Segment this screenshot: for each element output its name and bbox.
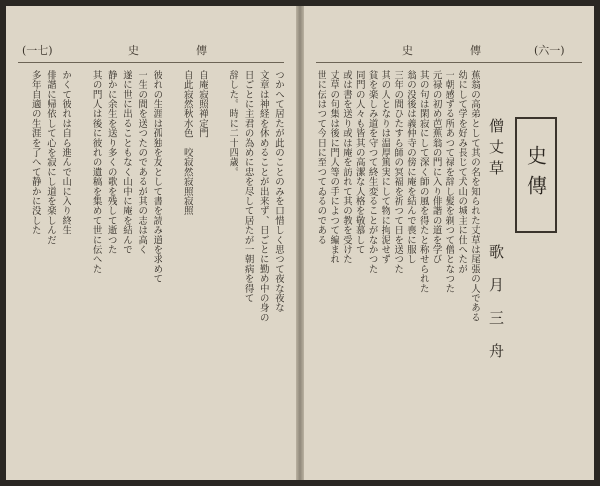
right-column: 其の句は閑寂にして深く師の風を得たと称せられた	[417, 70, 429, 294]
book-gutter	[296, 6, 304, 480]
open-book	[6, 6, 594, 480]
left-column: 日ごとに主君の為めに忠を尽して居たが一朝病を得て	[242, 70, 254, 303]
right-column: 一朝感ずる所あつて禄を辞し髪を剃つて僧となつた	[443, 70, 455, 294]
right-column: 三年の間ひたすら師の冥福を祈つて日を送つた	[392, 70, 404, 274]
right-column: 世に伝はつて今日に至つてゐるのである	[315, 70, 327, 245]
right-column: 蕉翁の高弟として其の名を知られた丈草は尾張の人である	[469, 70, 480, 323]
title-box	[515, 117, 557, 233]
right-column: 翁の没後は義仲寺の傍に庵を結んで喪に服し	[405, 70, 416, 264]
right-header-rule	[316, 62, 582, 63]
left-column: 自庵寂照禅定門	[197, 70, 208, 138]
right-column: 貧を楽しみ道を守つて終生変ることがなかつた	[366, 70, 378, 274]
left-running-head-2: 傳	[196, 44, 207, 57]
right-column: 元禄の初め芭蕉翁の門に入り俳諧の道を学び	[430, 70, 442, 264]
left-column: つかへて居たが此のことのみを口惜しく思つて夜な夜な	[273, 70, 284, 313]
left-column: 遂に世に出ることもなく山中に庵を結んで	[121, 70, 132, 255]
right-running-head-2: 傳	[470, 44, 481, 57]
left-column: 其の門人は後に彼れの遺稿を集めて世に伝へた	[90, 70, 102, 274]
left-column: 彼れの生涯は孤独を友として書を読み道を求めて	[151, 70, 163, 284]
chapter-title: 僧丈草	[487, 118, 505, 181]
left-column: 一生の間を送つたのであるが其の志は高く	[136, 70, 148, 255]
left-column: 俳諧に帰依して心を寂にし道を楽しんだ	[45, 70, 56, 245]
right-column: 幼にして学を好み長じて犬山の城主に仕へたが	[456, 70, 468, 274]
left-column: 文章は神経を休めることが出来ず、日ごとに勤め中の身の	[257, 70, 269, 323]
right-column: 丈草の句集は後に門人等の手によつて編まれ	[328, 70, 340, 264]
right-running-head-1: 史	[402, 44, 413, 57]
left-page-number: (一七)	[22, 44, 53, 57]
right-page-number: (六一)	[534, 44, 565, 57]
left-column: 静かに余生を送り多くの歌を残して逝つた	[105, 70, 117, 255]
author-name: 歌月三舟	[487, 244, 505, 376]
left-column: 自此寂然秋水色 咬寂然寂照寂照	[181, 70, 193, 216]
left-column: 多年自適の生涯を了へて静かに没した	[29, 70, 41, 235]
left-column: かくて彼れは自ら進んで山に入り終生	[60, 70, 72, 235]
left-running-head-1: 史	[128, 44, 139, 57]
right-column: 同門の人々も皆其の高潔な人格を敬慕して	[353, 70, 365, 255]
right-column: 其の人となりは温厚篤実にして物に拘泥せず	[379, 70, 391, 264]
left-column: 辞した。時に二十四歳。	[227, 70, 239, 177]
section-title: 史傳	[523, 145, 548, 205]
right-column: 或は書を送り或は庵を訪れて其の教を受けた	[341, 70, 352, 264]
left-header-rule	[18, 62, 284, 63]
